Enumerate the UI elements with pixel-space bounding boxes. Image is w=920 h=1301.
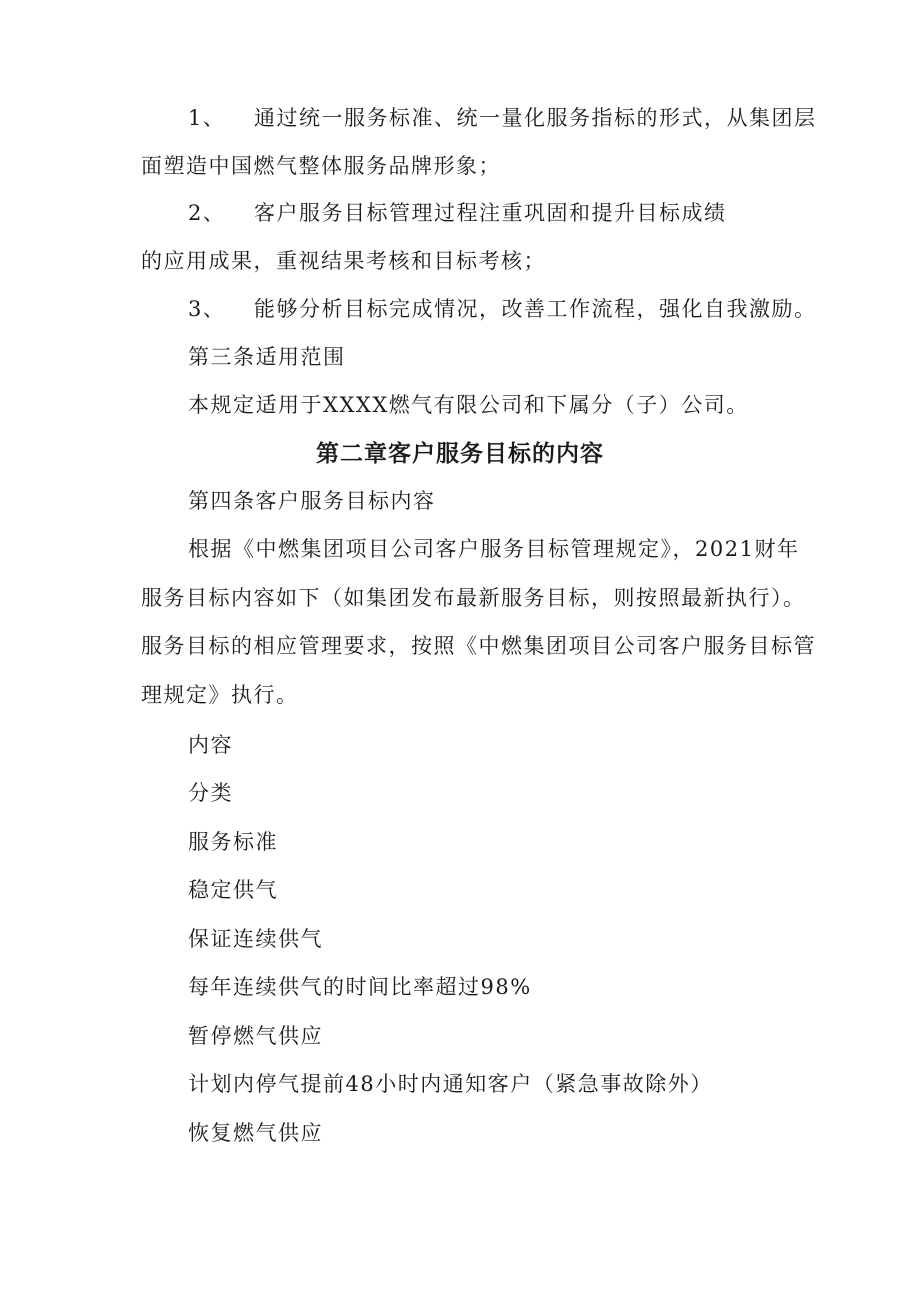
article-3-body: 本规定适用于XXXX燃气有限公司和下属分（子）公司。 <box>188 393 749 417</box>
table-cell-planned-outage-notice: 计划内停气提前48小时内通知客户（紧急事故除外） <box>188 1072 713 1096</box>
table-cell-stable-supply: 稳定供气 <box>188 878 278 902</box>
article-4-para-line-2: 服务目标内容如下（如集团发布最新服务目标，则按照最新执行）。 <box>141 586 806 610</box>
article-4-title: 第四条客户服务目标内容 <box>188 489 436 513</box>
list-number-2: 2、 <box>188 201 226 225</box>
table-cell-supply-ratio: 每年连续供气的时间比率超过98% <box>188 975 532 999</box>
article-4-para-line-1: 根据《中燃集团项目公司客户服务目标管理规定》，2021财年 <box>188 537 800 561</box>
article-3-title: 第三条适用范围 <box>188 345 346 369</box>
list-item-3-line-1 <box>188 294 817 324</box>
table-cell-restore-supply: 恢复燃气供应 <box>188 1121 323 1145</box>
list-item-1-line-2: 面塑造中国燃气整体服务品牌形象； <box>141 154 501 178</box>
chapter-2-heading: 第二章客户服务目标的内容 <box>316 441 604 467</box>
table-cell-suspend-supply: 暂停燃气供应 <box>188 1024 323 1048</box>
article-4-para-line-4: 理规定》执行。 <box>141 683 299 707</box>
list-item-1-text: 通过统一服务标准、统一量化服务指标的形式，从集团层 <box>254 106 817 130</box>
table-cell-category: 分类 <box>188 781 233 805</box>
list-item-1-line-1 <box>188 103 817 133</box>
list-number-3: 3、 <box>188 297 226 321</box>
list-item-2-line-2: 的应用成果，重视结果考核和目标考核； <box>141 249 546 273</box>
table-cell-service-standard: 服务标准 <box>188 830 278 854</box>
list-item-3-text: 能够分析目标完成情况，改善工作流程，强化自我激励。 <box>254 297 817 321</box>
table-cell-continuous-supply: 保证连续供气 <box>188 927 323 951</box>
table-cell-content: 内容 <box>188 733 233 757</box>
list-number-1: 1、 <box>188 106 226 130</box>
list-item-2-text: 客户服务目标管理过程注重巩固和提升目标成绩 <box>254 201 727 225</box>
article-4-para-line-3: 服务目标的相应管理要求，按照《中燃集团项目公司客户服务目标管 <box>141 634 816 658</box>
list-item-2-line-1 <box>188 198 727 228</box>
